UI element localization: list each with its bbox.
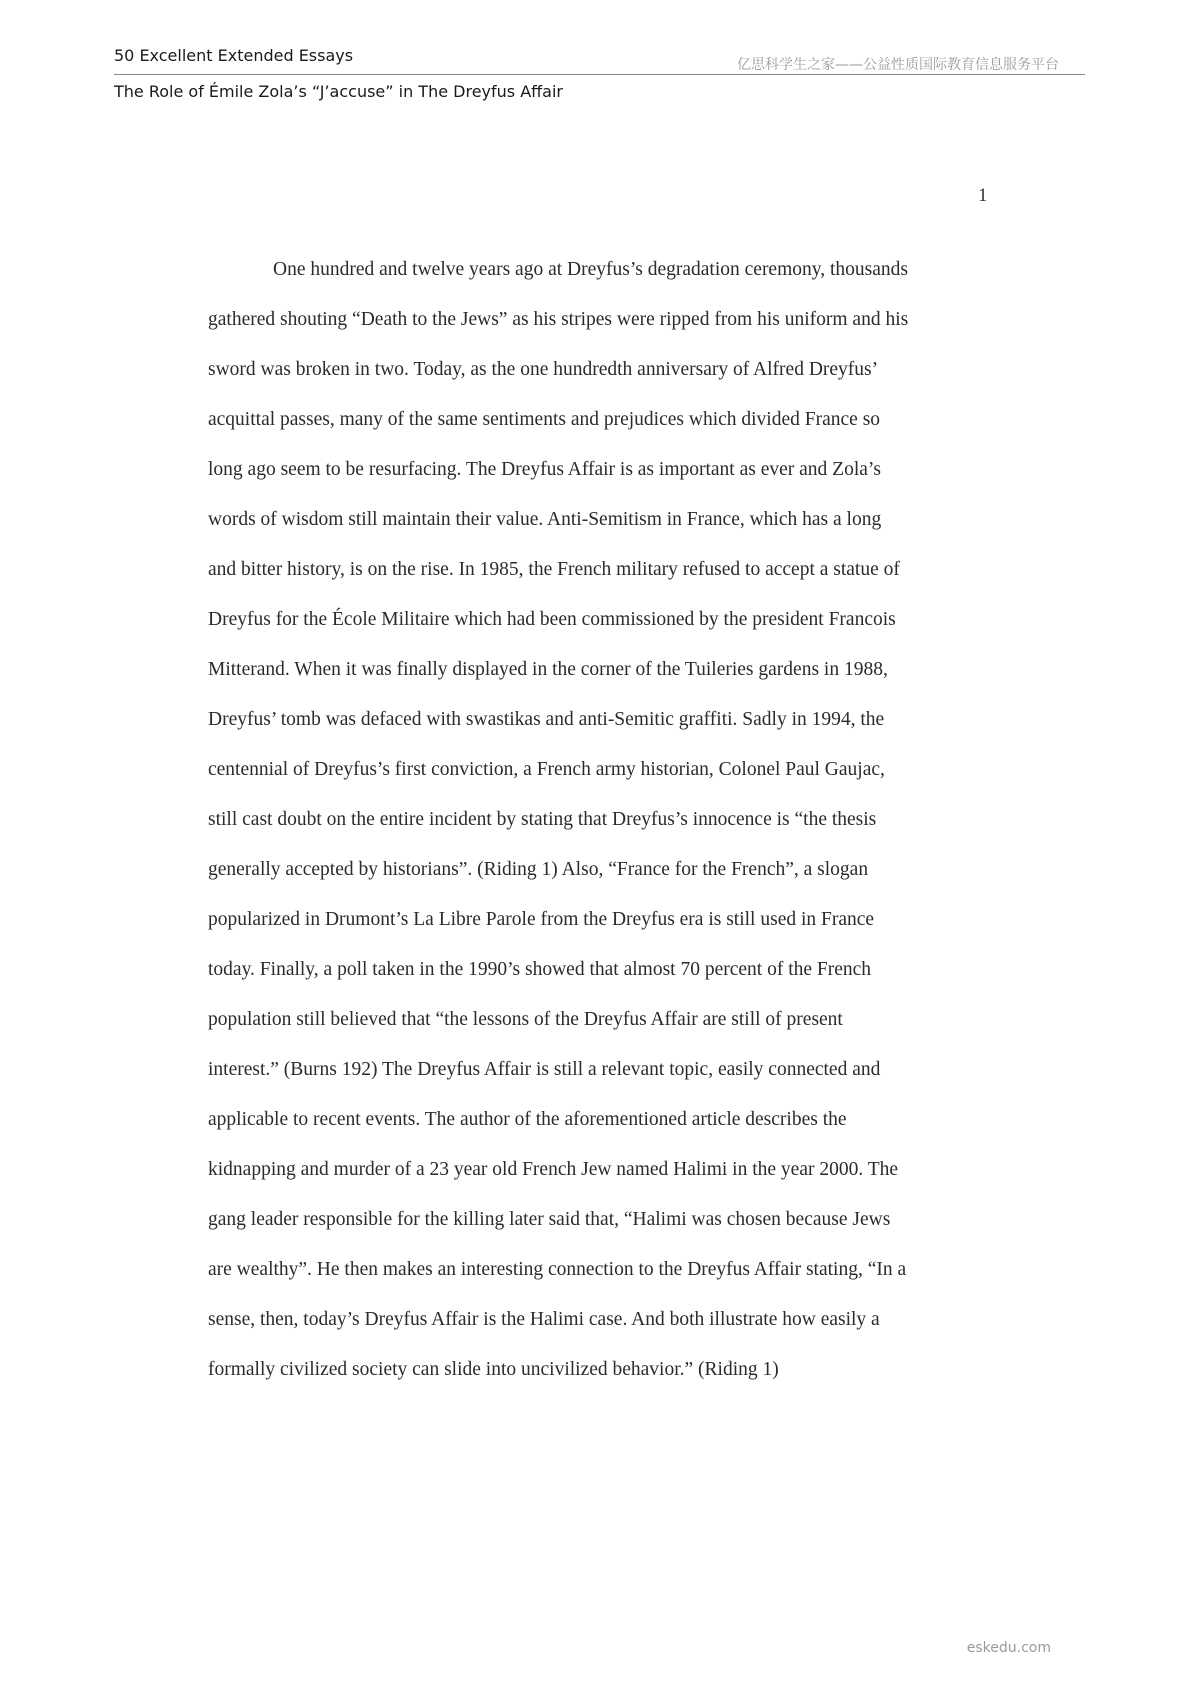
paragraph-line: centennial of Dreyfus’s first conviction, a French army historian, Colonel Paul Gaujac, — [208, 759, 885, 780]
paragraph-line: generally accepted by historians”. (Riding 1) Also, “France for the French”, a slogan — [208, 859, 869, 880]
paragraph-line: applicable to recent events. The author of the aforementioned article describes the — [208, 1109, 847, 1130]
paragraph-line: and bitter history, is on the rise. In 1985, the French military refused to accept a statue of — [208, 559, 900, 580]
essay-paragraph — [208, 245, 1008, 1395]
paragraph-line: acquittal passes, many of the same sentiments and prejudices which divided France so — [208, 409, 881, 430]
footer-site: eskedu.com — [966, 1640, 1051, 1656]
site-banner: 亿思科学生之家——公益性质国际教育信息服务平台 — [737, 57, 1059, 73]
essay-title: The Role of Émile Zola’s “J’accuse” in The Dreyfus Affair — [114, 82, 563, 101]
paragraph-line: are wealthy”. He then makes an interesting connection to the Dreyfus Affair stating, “In a — [208, 1259, 907, 1280]
paragraph-line: long ago seem to be resurfacing. The Dreyfus Affair is as important as ever and Zola’s — [208, 459, 881, 480]
paragraph-line: population still believed that “the lessons of the Dreyfus Affair are still of present — [208, 1009, 843, 1030]
paragraph-line: sword was broken in two. Today, as the one hundredth anniversary of Alfred Dreyfus’ — [208, 359, 879, 380]
paragraph-line: popularized in Drumont’s La Libre Parole from the Dreyfus era is still used in France — [208, 909, 875, 930]
paragraph-line: Mitterand. When it was finally displayed in the corner of the Tuileries gardens in 1988, — [208, 659, 888, 680]
header-divider — [114, 74, 1085, 75]
paragraph-line: interest.” (Burns 192) The Dreyfus Affair is still a relevant topic, easily connected and — [208, 1059, 881, 1080]
paragraph-line: gathered shouting “Death to the Jews” as his stripes were ripped from his uniform and his — [208, 309, 909, 330]
page-number: 1 — [978, 185, 988, 206]
paragraph-line: still cast doubt on the entire incident by stating that Dreyfus’s innocence is “the thesis — [208, 809, 877, 830]
paragraph-line: Dreyfus’ tomb was defaced with swastikas and anti-Semitic graffiti. Sadly in 1994, the — [208, 709, 885, 730]
paragraph-line: One hundred and twelve years ago at Dreyfus’s degradation ceremony, thousands — [273, 259, 908, 280]
paragraph-line: formally civilized society can slide into uncivilized behavior.” (Riding 1) — [208, 1359, 779, 1380]
paragraph-line: Dreyfus for the École Militaire which had been commissioned by the president Francois — [208, 609, 896, 630]
paragraph-line: today. Finally, a poll taken in the 1990’s showed that almost 70 percent of the French — [208, 959, 872, 980]
paragraph-line: gang leader responsible for the killing later said that, “Halimi was chosen because Jews — [208, 1209, 891, 1230]
book-title: 50 Excellent Extended Essays — [114, 46, 354, 65]
paragraph-line: sense, then, today’s Dreyfus Affair is the Halimi case. And both illustrate how easily a — [208, 1309, 880, 1330]
paragraph-line: kidnapping and murder of a 23 year old French Jew named Halimi in the year 2000. The — [208, 1159, 899, 1180]
paragraph-line: words of wisdom still maintain their value. Anti-Semitism in France, which has a long — [208, 509, 882, 530]
